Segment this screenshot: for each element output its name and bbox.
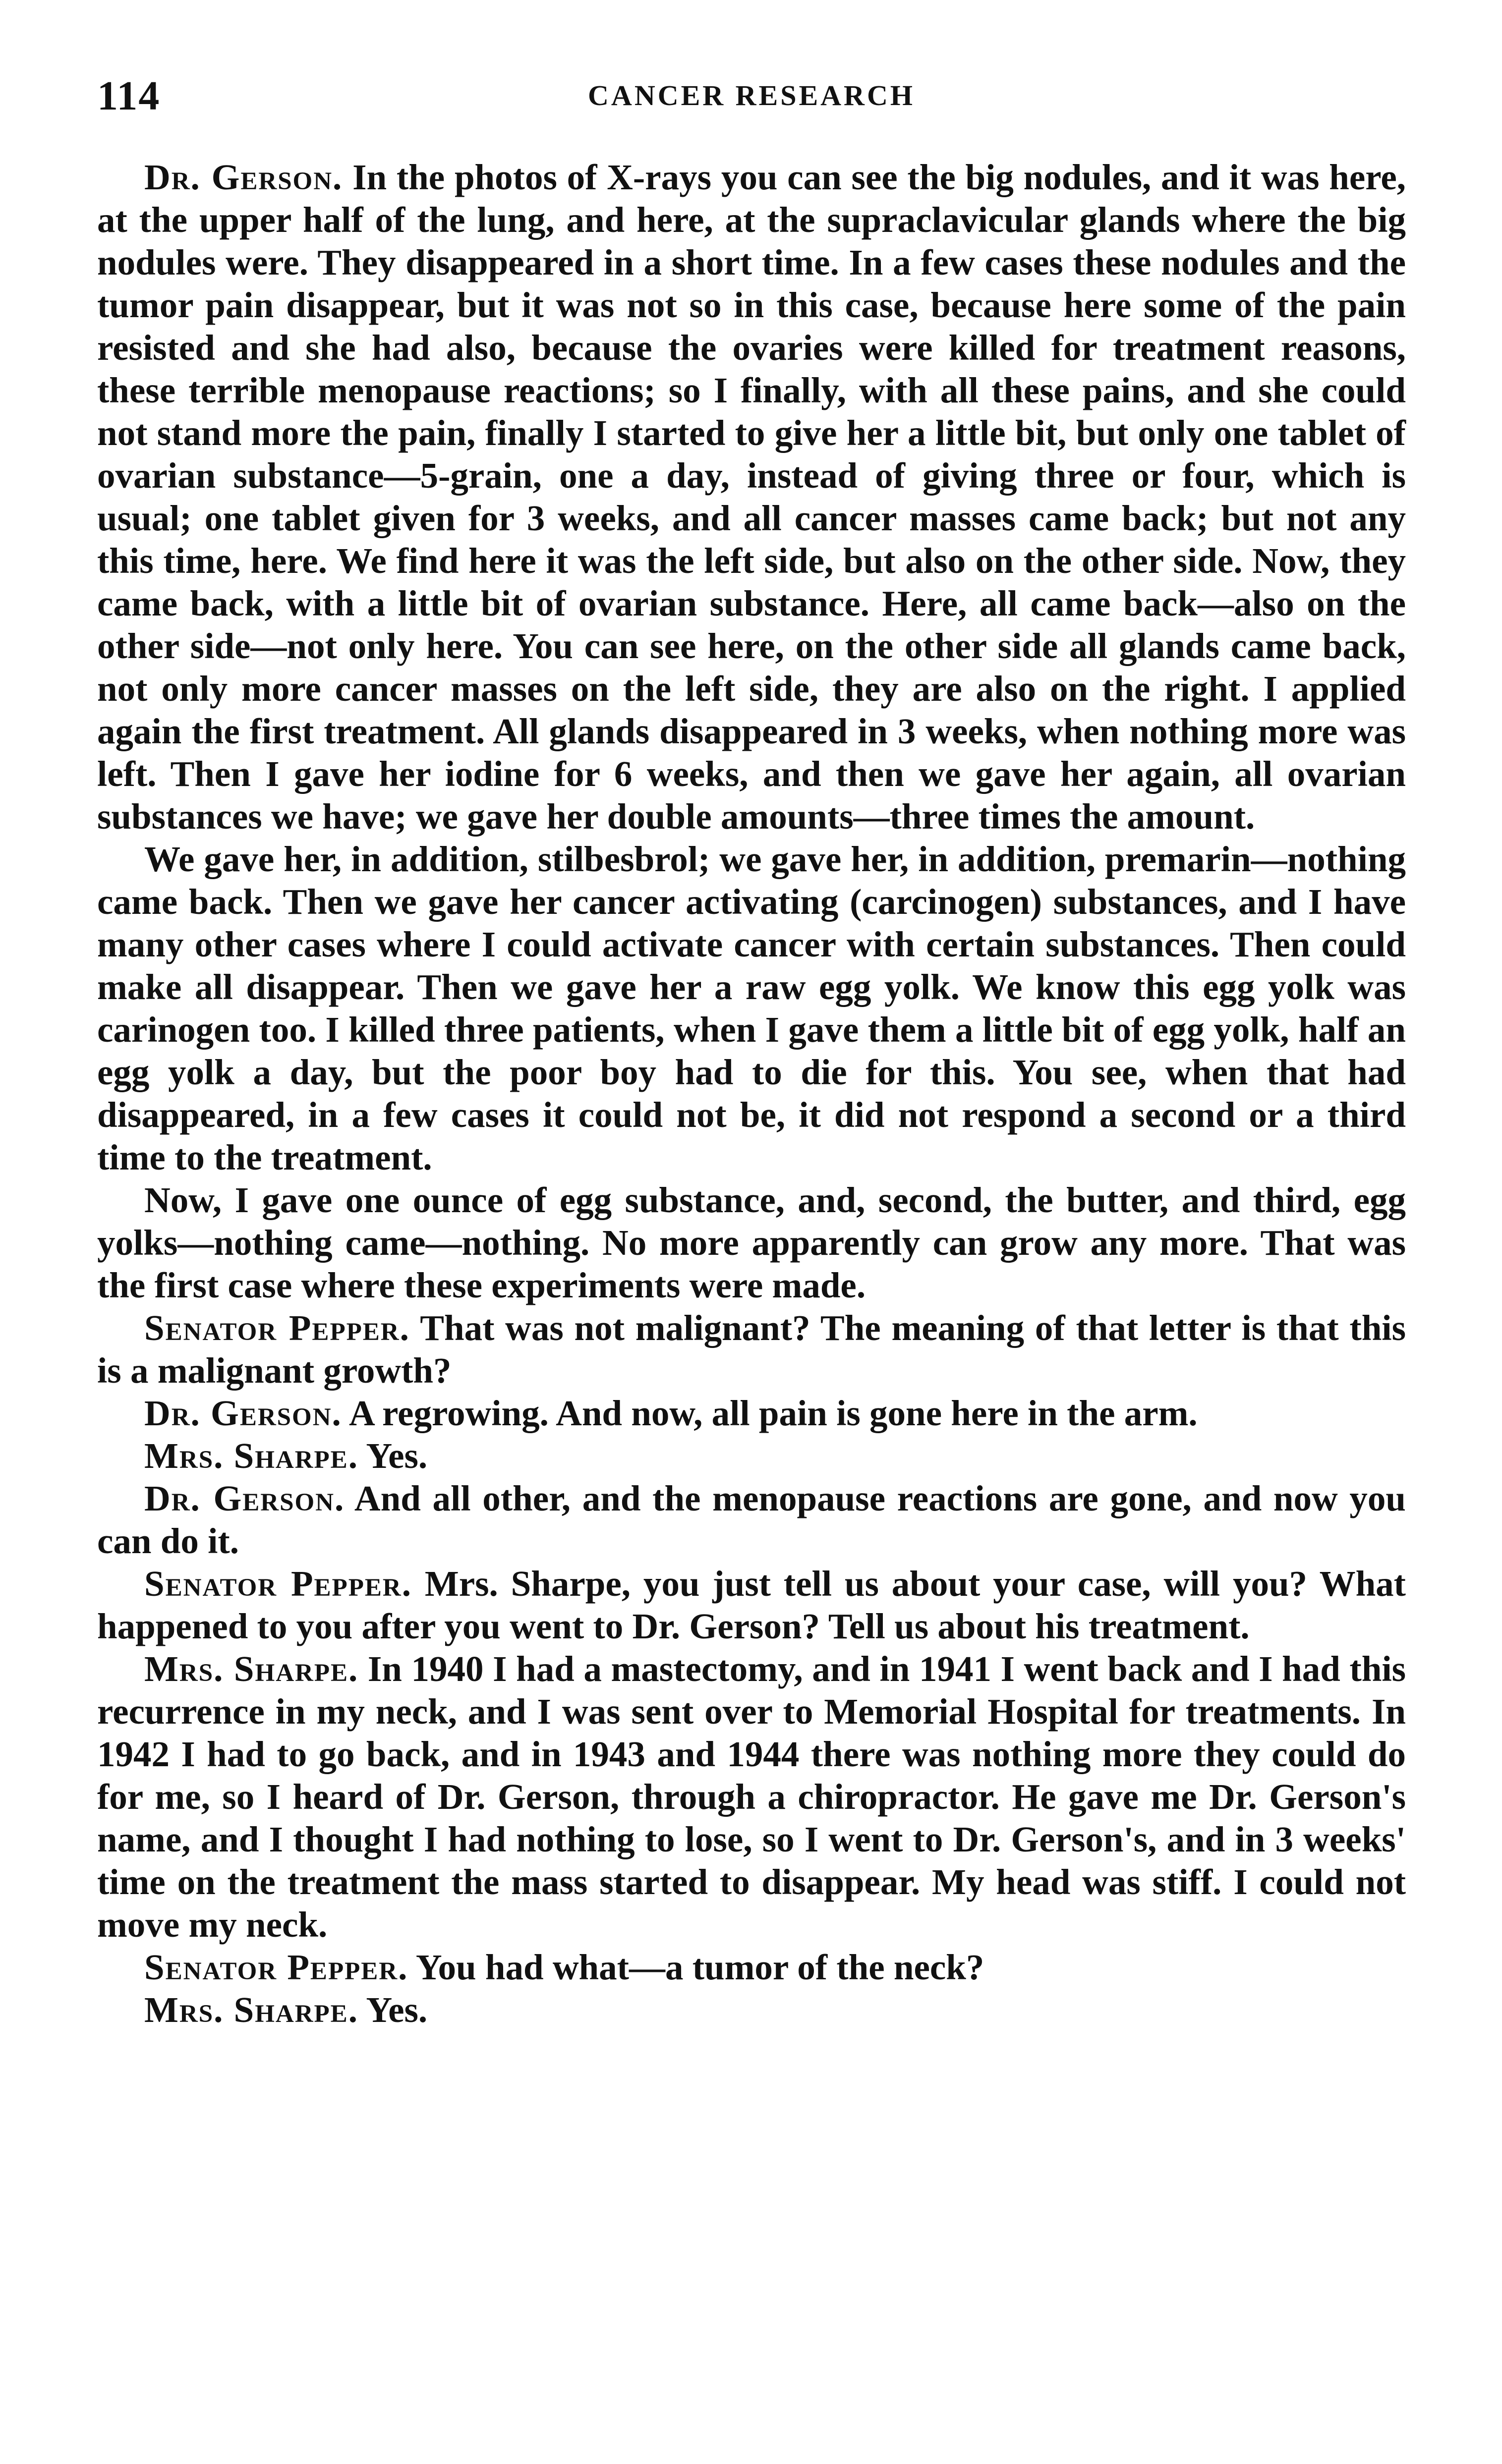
paragraph [97, 1477, 1406, 1563]
page-number: 114 [97, 73, 161, 119]
paragraph [97, 156, 1406, 838]
document-page [97, 72, 1406, 2031]
paragraph [97, 1563, 1406, 1648]
transcript-body [97, 156, 1406, 2031]
paragraph-text: You had what—a tumor of the neck? [415, 1947, 984, 1987]
speaker-label: Dr. Gerson. [144, 1478, 345, 1518]
paragraph-text: Yes. [366, 1990, 428, 2030]
speaker-label: Dr. Gerson. [144, 1393, 342, 1433]
paragraph-text: In the photos of X-rays you can see the big nodules, and it was here, at the upper half of the lung, and here, at the supraclavicular glands where the big nodules were. They disappeared in a short time. In a few cases these nodules and the tumor pain disappear, but it was not so in this case, because here some of the pain resisted and she had also, because the ovaries were killed for treatment reasons, these terrible menopause reactions; so I finally, with all these pains, and she could not stand more the pain, finally I started to give her a little bit, but only one tablet of ovarian substance—5-grain, one a day, instead of giving three or four, which is usual; one tablet given for 3 weeks, and all cancer masses came back; but not any this time, here. We find here it was the left side, but also on the other side. Now, they came back, with a little bit of ovarian substance. Here, all came back—also on the other side—not only here. You can see here, on the other side all glands came back, not only more cancer masses on the left side, they are also on the right. I applied again the first treatment. All glands disappeared in 3 weeks, when nothing more was left. Then I gave her iodine for 6 weeks, and then we gave her again, all ovarian substances we have; we gave her double amounts—three times the amount. [97, 157, 1406, 837]
paragraph [97, 1179, 1406, 1307]
paragraph-text: We gave her, in addition, stilbesbrol; we gave her, in addition, premarin—nothing came back. Then we gave her cancer activating (carcinogen) substances, and I have many other cases where I could activate cancer with certain substances. Then could make all disappear. Then we gave her a raw egg yolk. We know this egg yolk was carinogen too. I killed three patients, when I gave them a little bit of egg yolk, half an egg yolk a day, but the poor boy had to die for this. You see, when that had disappeared, in a few cases it could not be, it did not respond a second or a third time to the treatment. [97, 839, 1406, 1177]
journal-title: CANCER RESEARCH [588, 79, 915, 112]
paragraph [97, 1989, 1406, 2031]
paragraph-text: Now, I gave one ounce of egg substance, and, second, the butter, and third, egg yolks—nothing came—nothing. No more apparently can grow any more. That was the first case where these experiments were made. [97, 1180, 1406, 1305]
speaker-label: Dr. Gerson. [144, 157, 343, 197]
speaker-label: Senator Pepper. [144, 1564, 412, 1604]
paragraph [97, 1435, 1406, 1477]
paragraph-text: And all other, and the menopause reactions are gone, and now you can do it. [97, 1478, 1406, 1561]
paragraph [97, 1946, 1406, 1989]
paragraph [97, 838, 1406, 1179]
speaker-label: Senator Pepper. [144, 1947, 408, 1987]
paragraph [97, 1307, 1406, 1392]
paragraph-text: A regrowing. And now, all pain is gone here in the arm. [349, 1393, 1198, 1433]
paragraph-text: Yes. [366, 1436, 428, 1476]
paragraph [97, 1392, 1406, 1435]
speaker-label: Mrs. Sharpe. [144, 1649, 359, 1689]
paragraph-text: Mrs. Sharpe, you just tell us about your case, will you? What happened to you after you went to Dr. Gerson? Tell us about his treatment. [97, 1564, 1406, 1646]
speaker-label: Senator Pepper. [144, 1308, 410, 1348]
speaker-label: Mrs. Sharpe. [144, 1436, 358, 1476]
speaker-label: Mrs. Sharpe. [144, 1990, 358, 2030]
paragraph-text: That was not malignant? The meaning of that letter is that this is a malignant growth? [97, 1308, 1406, 1391]
running-head [97, 72, 1406, 126]
paragraph [97, 1648, 1406, 1946]
paragraph-text: In 1940 I had a mastectomy, and in 1941 I went back and I had this recurrence in my neck, and I was sent over to Memorial Hospital for treatments. In 1942 I had to go back, and in 1943 and 1944 there was nothing more they could do for me, so I heard of Dr. Gerson, through a chiropractor. He gave me Dr. Gerson's name, and I thought I had nothing to lose, so I went to Dr. Gerson's, and in 3 weeks' time on the treatment the mass started to disappear. My head was stiff. I could not move my neck. [97, 1649, 1406, 1945]
